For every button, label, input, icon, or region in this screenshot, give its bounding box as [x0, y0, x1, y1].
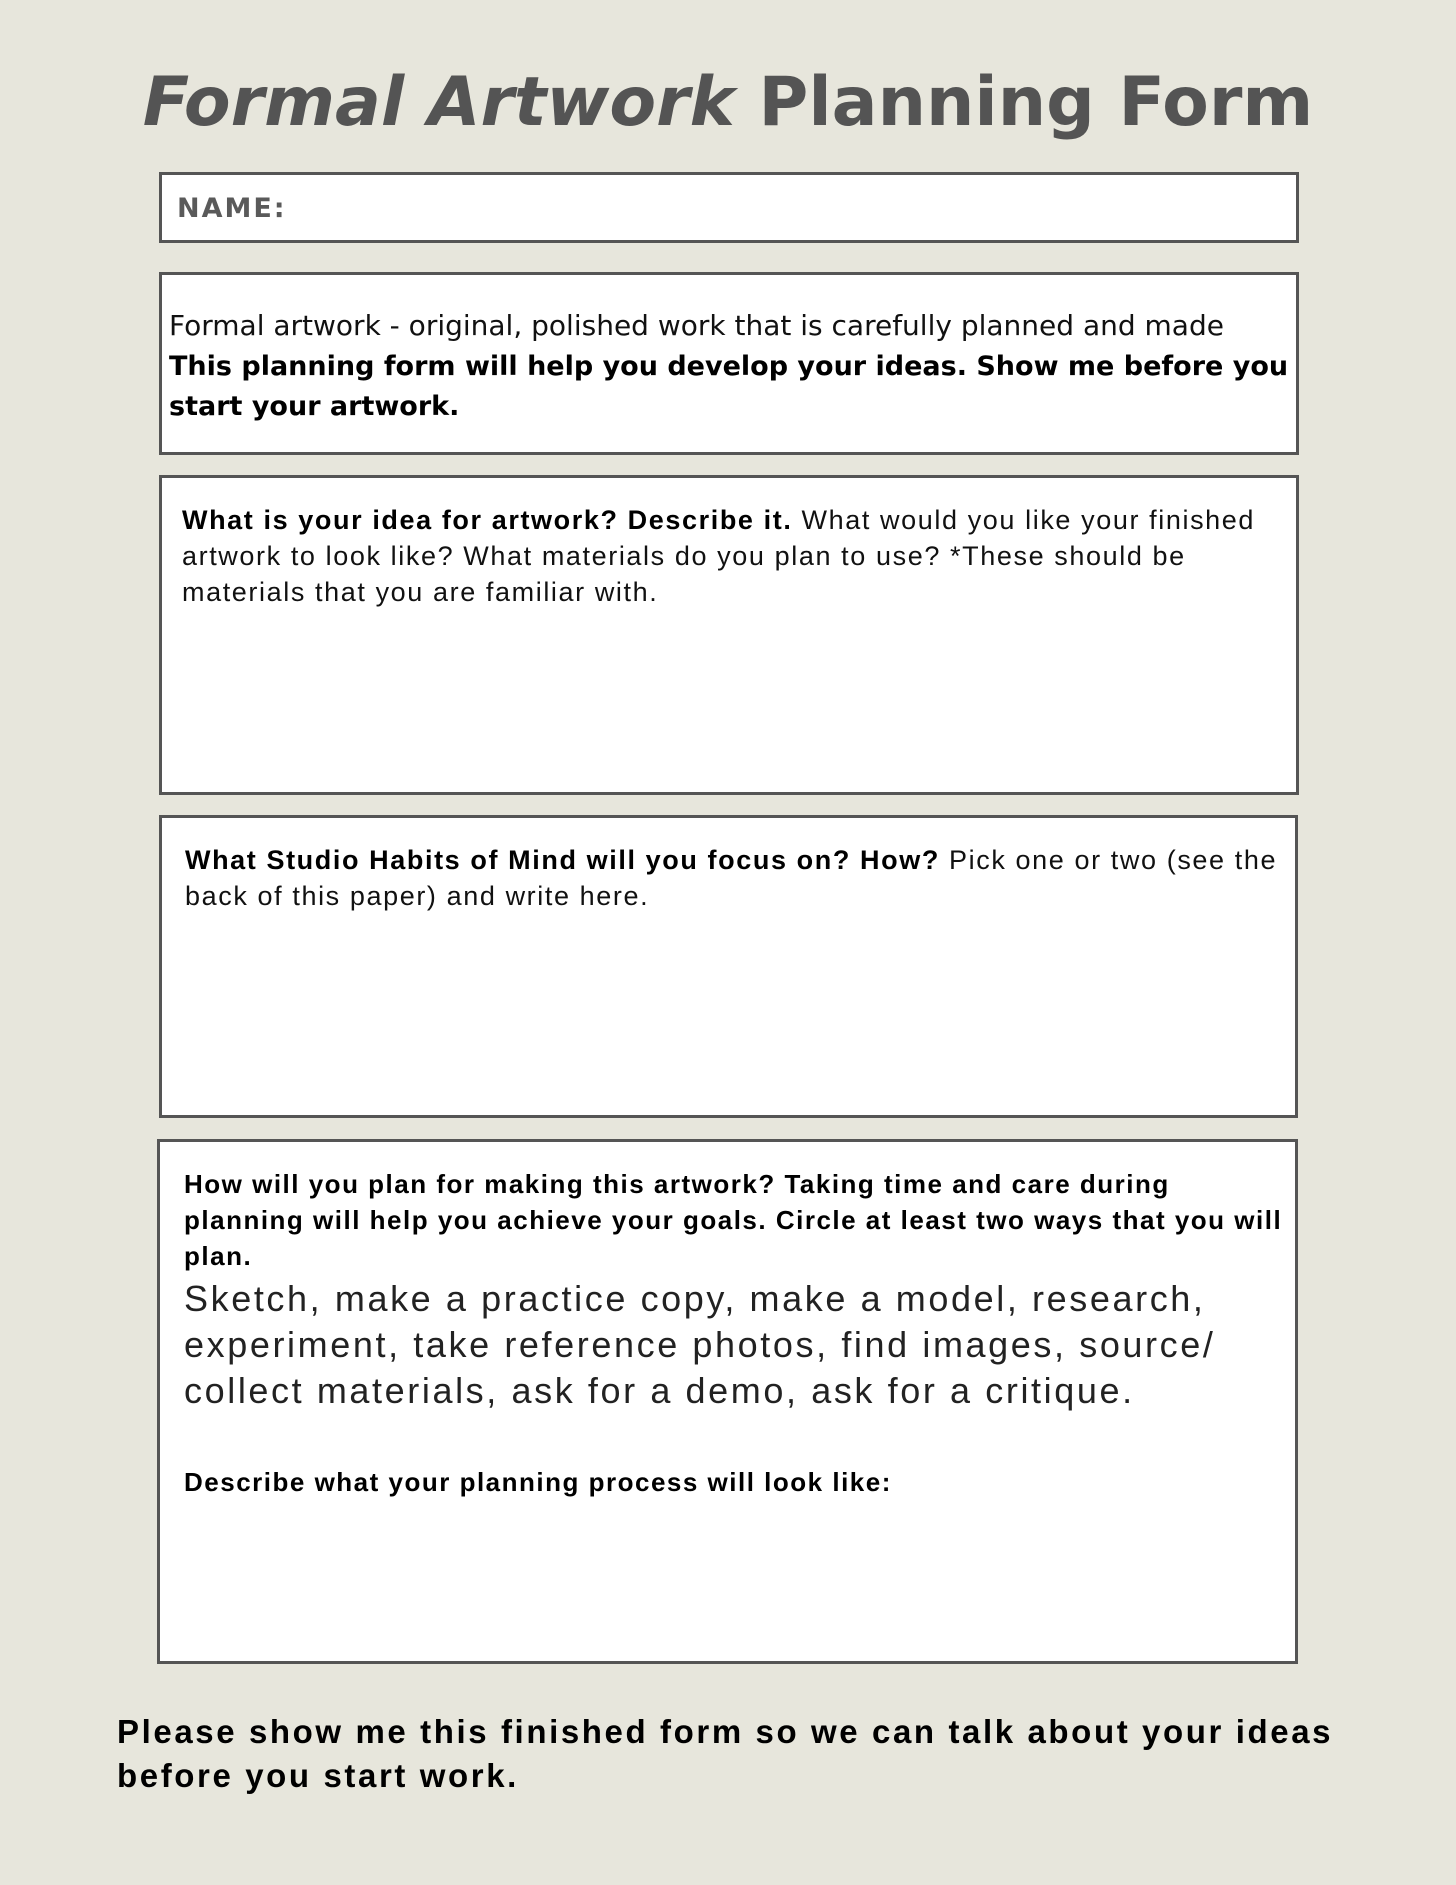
artwork-idea-answer-box[interactable]: [159, 475, 1299, 795]
artwork-idea-question: [182, 502, 1282, 610]
studio-habits-question: [185, 842, 1285, 914]
planning-question: How will you plan for making this artwork? Taking time and care during planning will help you achieve your goals. Circle at least two ways that you will plan.: [184, 1169, 1283, 1271]
studio-habits-answer-box[interactable]: [159, 815, 1298, 1118]
page-title-emphasis: Formal Artwork: [142, 63, 735, 142]
name-field[interactable]: [159, 172, 1299, 243]
planning-answer-box[interactable]: [157, 1139, 1298, 1664]
artwork-idea-body: What would you like your finished artwork to look like? What materials do you plan to use? *These should be materials that you are familiar with.: [182, 505, 1256, 607]
studio-habits-body: Pick one or two (see the back of this paper) and write here.: [185, 845, 1278, 911]
artwork-idea-heading: What is your idea for artwork? Describe it.: [182, 505, 793, 535]
page-title-rest: Planning Form: [734, 63, 1314, 142]
planning-options: Sketch, make a practice copy, make a model, research, experiment, take reference photos, find images, source/ collect materials, ask for a demo, ask for a critique.: [184, 1278, 1216, 1411]
name-label: NAME:: [177, 193, 287, 224]
intro-box: [159, 272, 1299, 455]
form-instruction: This planning form will help you develop your ideas. Show me before you start your artwork.: [169, 351, 1289, 422]
formal-artwork-definition: Formal artwork - original, polished work that is carefully planned and made: [169, 309, 1224, 342]
page-title: [0, 58, 1456, 148]
footer-note: Please show me this finished form so we can talk about your ideas before you start work.: [117, 1713, 1334, 1794]
studio-habits-heading: What Studio Habits of Mind will you focus on? How?: [185, 845, 940, 875]
planning-describe-prompt: Describe what your planning process will look like:: [184, 1467, 892, 1497]
